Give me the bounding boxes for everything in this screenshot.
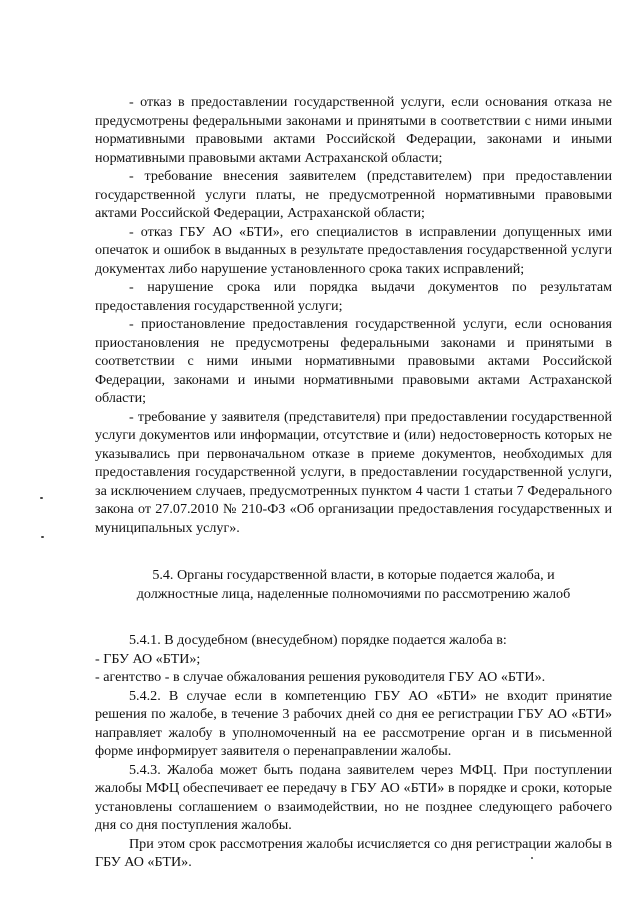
section-heading-line-2: должностные лица, наделенные полномочиями по рассмотрению жалоб bbox=[136, 585, 571, 602]
clause-5-4-3: 5.4.3. Жалоба может быть подана заявителем через МФЦ. При поступлении жалобы МФЦ обеспечивает ее передачу в ГБУ АО «БТИ» в порядке и сроки, которые установлены соглашением о взаимодействии, но не позднее следующего рабочего дня со дня поступления жалобы. bbox=[95, 761, 612, 833]
ground-item-4: - нарушение срока или порядка выдачи документов по результатам предоставления государственной услуги; bbox=[95, 279, 612, 314]
clause-5-4-2: 5.4.2. В случае если в компетенцию ГБУ АО «БТИ» не входит принятие решения по жалобе, в течение 3 рабочих дней со дня ее регистрации ГБУ АО «БТИ» направляет жалобу в уполномоченный на ее рассмотрение орган и в письменной форме информирует заявителя о перенаправлении жалобы. bbox=[95, 687, 612, 759]
scan-speck-3 bbox=[531, 857, 533, 859]
ground-item-3: - отказ ГБУ АО «БТИ», его специалистов в исправлении допущенных ими опечаток и ошибок в выданных в результате предоставления государственной услуги документах либо нарушение установленного срока таких исправлений; bbox=[95, 223, 612, 277]
closing-note: При этом срок рассмотрения жалобы исчисляется со дня регистрации жалобы в ГБУ АО «БТИ». bbox=[95, 835, 612, 870]
recipient-item-1: - ГБУ АО «БТИ»; bbox=[95, 650, 201, 667]
ground-item-1: - отказ в предоставлении государственной услуги, если основания отказа не предусмотрены федеральными законами и принятыми в соответствии с ними иными нормативными правовыми актами Российской Федерации, законами и иными нормативными правовыми актами Астраханской области; bbox=[95, 94, 612, 166]
ground-item-5: - приостановление предоставления государственной услуги, если основания приостановления не предусмотрены федеральными законами и принятыми в соответствии с ними иными нормативными правовыми актами Российской Федерации, законами и иными нормативными правовыми актами Астраханской области; bbox=[95, 316, 612, 406]
document-page bbox=[95, 93, 612, 872]
ground-item-6: - требование у заявителя (представителя) при предоставлении государственной услуги документов или информации, отсутствие и (или) недостоверность которых не указывались при первоначальном отказе в приеме документов, необходимых для предоставления государственной услуги, в предоставлении государственной услуги, за исключением случаев, предусмотренных пунктом 4 части 1 статьи 7 Федерального закона от 27.07.2010 № 210-ФЗ «Об организации предоставления государственных и муниципальных услуг». bbox=[95, 408, 612, 536]
ground-item-2: - требование внесения заявителем (представителем) при предоставлении государственной услуги платы, не предусмотренной нормативными правовыми актами Российской Федерации, Астраханской области; bbox=[95, 168, 612, 221]
clause-5-4-1: 5.4.1. В досудебном (внесудебном) порядке подается жалоба в: bbox=[129, 632, 507, 648]
scan-speck-1 bbox=[40, 497, 43, 499]
recipient-item-2: - агентство - в случае обжалования решения руководителя ГБУ АО «БТИ». bbox=[95, 669, 546, 685]
section-heading-5-4 bbox=[95, 566, 612, 603]
scan-speck-2 bbox=[41, 536, 44, 538]
section-heading-line-1: 5.4. Органы государственной власти, в которые подается жалоба, и bbox=[152, 567, 555, 583]
